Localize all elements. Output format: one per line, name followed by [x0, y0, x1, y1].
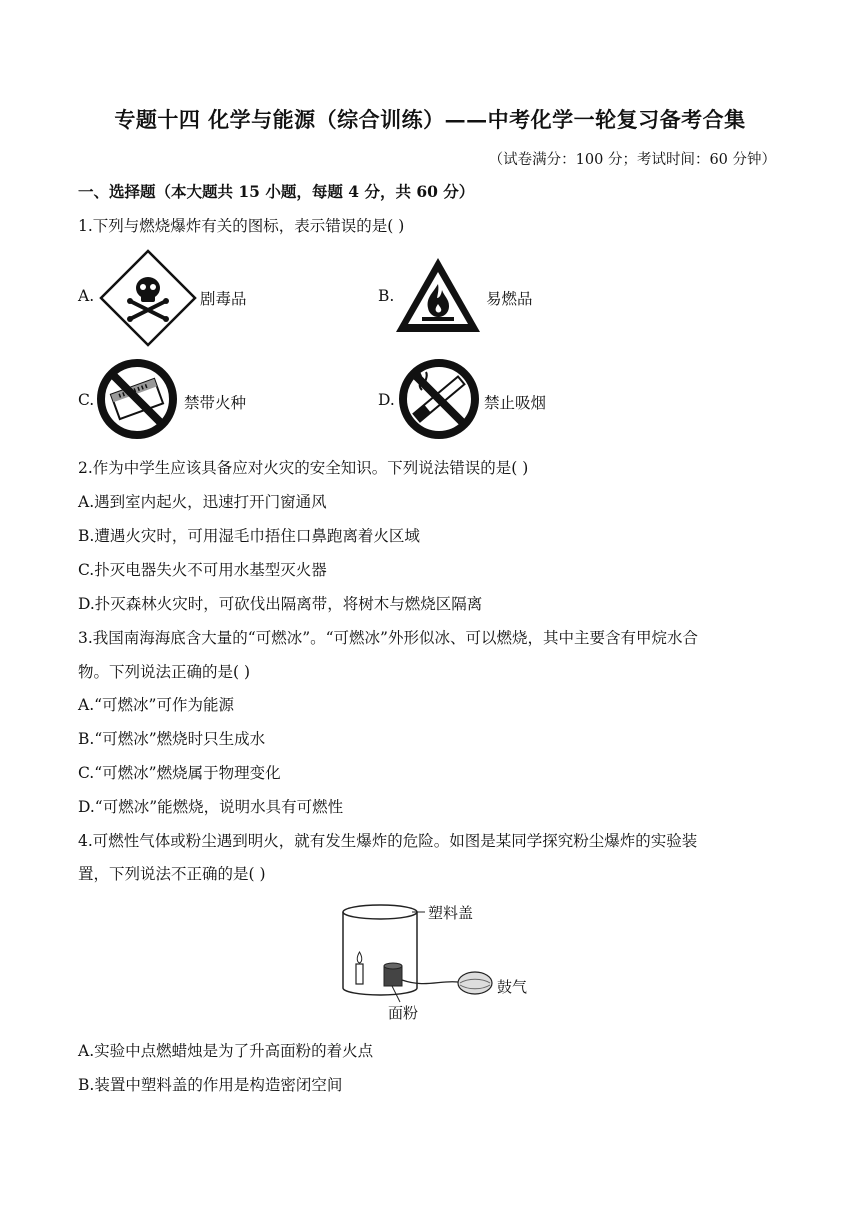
flammable-icon [392, 254, 484, 336]
q2-option-b: B.遭遇火灾时，可用湿毛巾捂住口鼻跑离着火区域 [78, 527, 420, 545]
figure-label-lid: 塑料盖 [428, 904, 474, 922]
q1-stem: 1.下列与燃烧爆炸有关的图标，表示错误的是( ) [78, 217, 405, 235]
q2-option-a: A.遇到室内起火，迅速打开门窗通风 [78, 493, 327, 511]
section-heading: 一、选择题（本大题共 15 小题，每题 4 分，共 60 分） [78, 182, 475, 201]
q1-option-b-label: 易燃品 [486, 290, 533, 308]
figure-label-blow: 鼓气 [497, 978, 528, 996]
q2-stem: 2.作为中学生应该具备应对火灾的安全知识。下列说法错误的是( ) [78, 459, 529, 477]
figure-label-flour: 面粉 [388, 1004, 419, 1022]
no-smoking-icon [394, 356, 484, 442]
q3-option-a: A.“可燃冰”可作为能源 [78, 696, 234, 714]
exam-info: （试卷满分：100 分；考试时间：60 分钟） [488, 152, 776, 168]
q2-option-d: D.扑灭森林火灾时，可砍伐出隔离带，将树木与燃烧区隔离 [78, 595, 483, 613]
q4-option-a: A.实验中点燃蜡烛是为了升高面粉的着火点 [78, 1042, 374, 1060]
q1-option-d-label: 禁止吸烟 [484, 394, 547, 412]
q1-option-c-letter: C. [78, 391, 95, 409]
q3-option-d: D.“可燃冰”能燃烧，说明水具有可燃性 [78, 798, 344, 816]
no-matches-icon [92, 356, 182, 442]
q1-option-a-letter: A. [78, 287, 95, 305]
dust-explosion-apparatus [330, 900, 540, 1025]
q4-stem-line1: 4.可燃性气体或粉尘遇到明火，就有发生爆炸的危险。如图是某同学探究粉尘爆炸的实验装 [78, 832, 698, 850]
q1-option-c-label: 禁带火种 [184, 394, 247, 412]
q1-option-d-letter: D. [378, 391, 395, 409]
q1-option-a-label: 剧毒品 [200, 290, 247, 308]
q2-option-c: C.扑灭电器失火不可用水基型灭火器 [78, 561, 327, 579]
q3-option-c: C.“可燃冰”燃烧属于物理变化 [78, 764, 281, 782]
q4-option-b: B.装置中塑料盖的作用是构造密闭空间 [78, 1076, 343, 1094]
q4-stem-line2: 置，下列说法不正确的是( ) [78, 865, 266, 883]
skull-crossbones-icon [98, 248, 198, 348]
page-title: 专题十四 化学与能源（综合训练）——中考化学一轮复习备考合集 [114, 107, 746, 132]
q3-option-b: B.“可燃冰”燃烧时只生成水 [78, 730, 266, 748]
q1-option-b-letter: B. [378, 287, 395, 305]
q3-stem-line1: 3.我国南海海底含大量的“可燃冰”。“可燃冰”外形似冰、可以燃烧，其中主要含有甲烷水合 [78, 629, 698, 647]
q3-stem-line2: 物。下列说法正确的是( ) [78, 663, 251, 681]
